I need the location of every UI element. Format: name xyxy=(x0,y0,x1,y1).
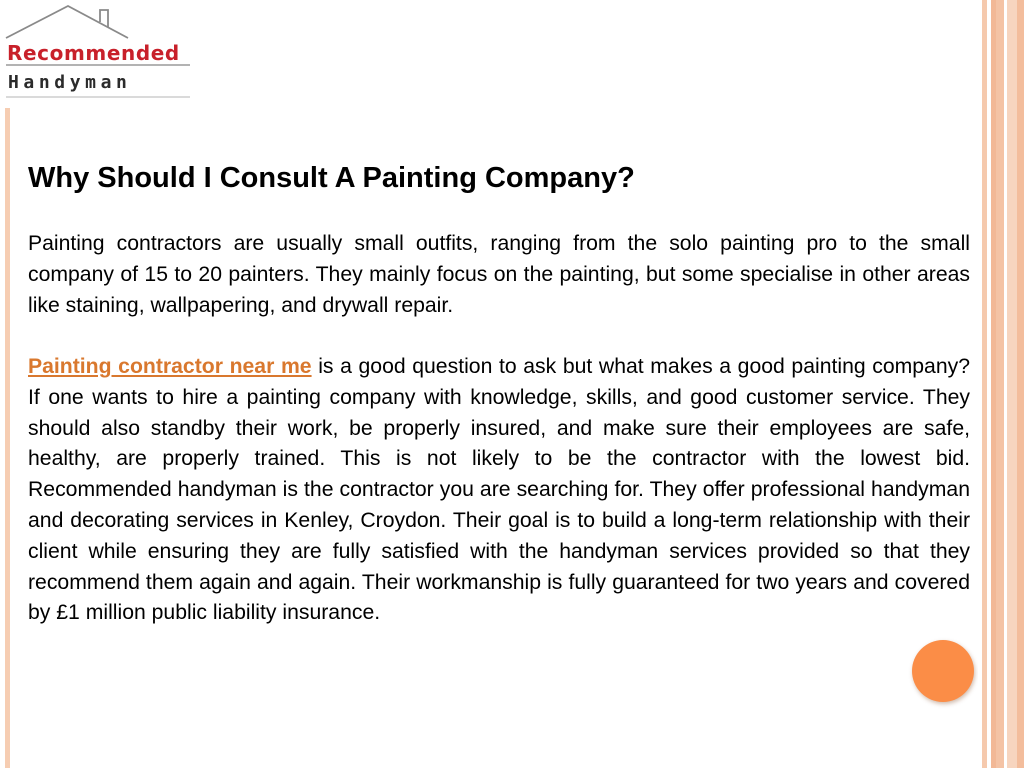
logo-word-recommended: Recommended xyxy=(7,41,180,65)
company-logo[interactable] xyxy=(4,2,194,102)
painting-contractor-link[interactable]: Painting contractor near me xyxy=(28,355,312,378)
orange-circle-decoration xyxy=(912,640,974,702)
paragraph-details-text: is a good question to ask but what makes a good painting company? If one wants to hire a painting company with knowledge, skills, and good customer service. They should also standby their work, be properly insured, and make sure their employees are safe, healthy, are properly trained. This is not likely to be the contractor with the lowest bid. Recommended handyman is the contractor you are searching for. They offer professional handyman and decorating services in Kenley, Croydon. Their goal is to build a long-term relationship with their client while ensuring they are fully satisfied with the handyman services provided so that they recommend them again and again. Their workmanship is fully guaranteed for two years and covered by £1 million public liability insurance. xyxy=(28,355,971,625)
paragraph-details xyxy=(28,352,970,629)
slide-title: Why Should I Consult A Painting Company? xyxy=(28,162,635,194)
paragraph-intro: Painting contractors are usually small outfits, ranging from the solo painting pro to the small company of 15 to 20 painters. They mainly focus on the painting, but some specialise in other areas like staining, wallpapering, and drywall repair. xyxy=(28,232,970,317)
left-accent-line xyxy=(5,108,10,768)
right-edge-stripes xyxy=(978,0,1024,768)
logo-word-handyman: Handyman xyxy=(8,72,132,93)
